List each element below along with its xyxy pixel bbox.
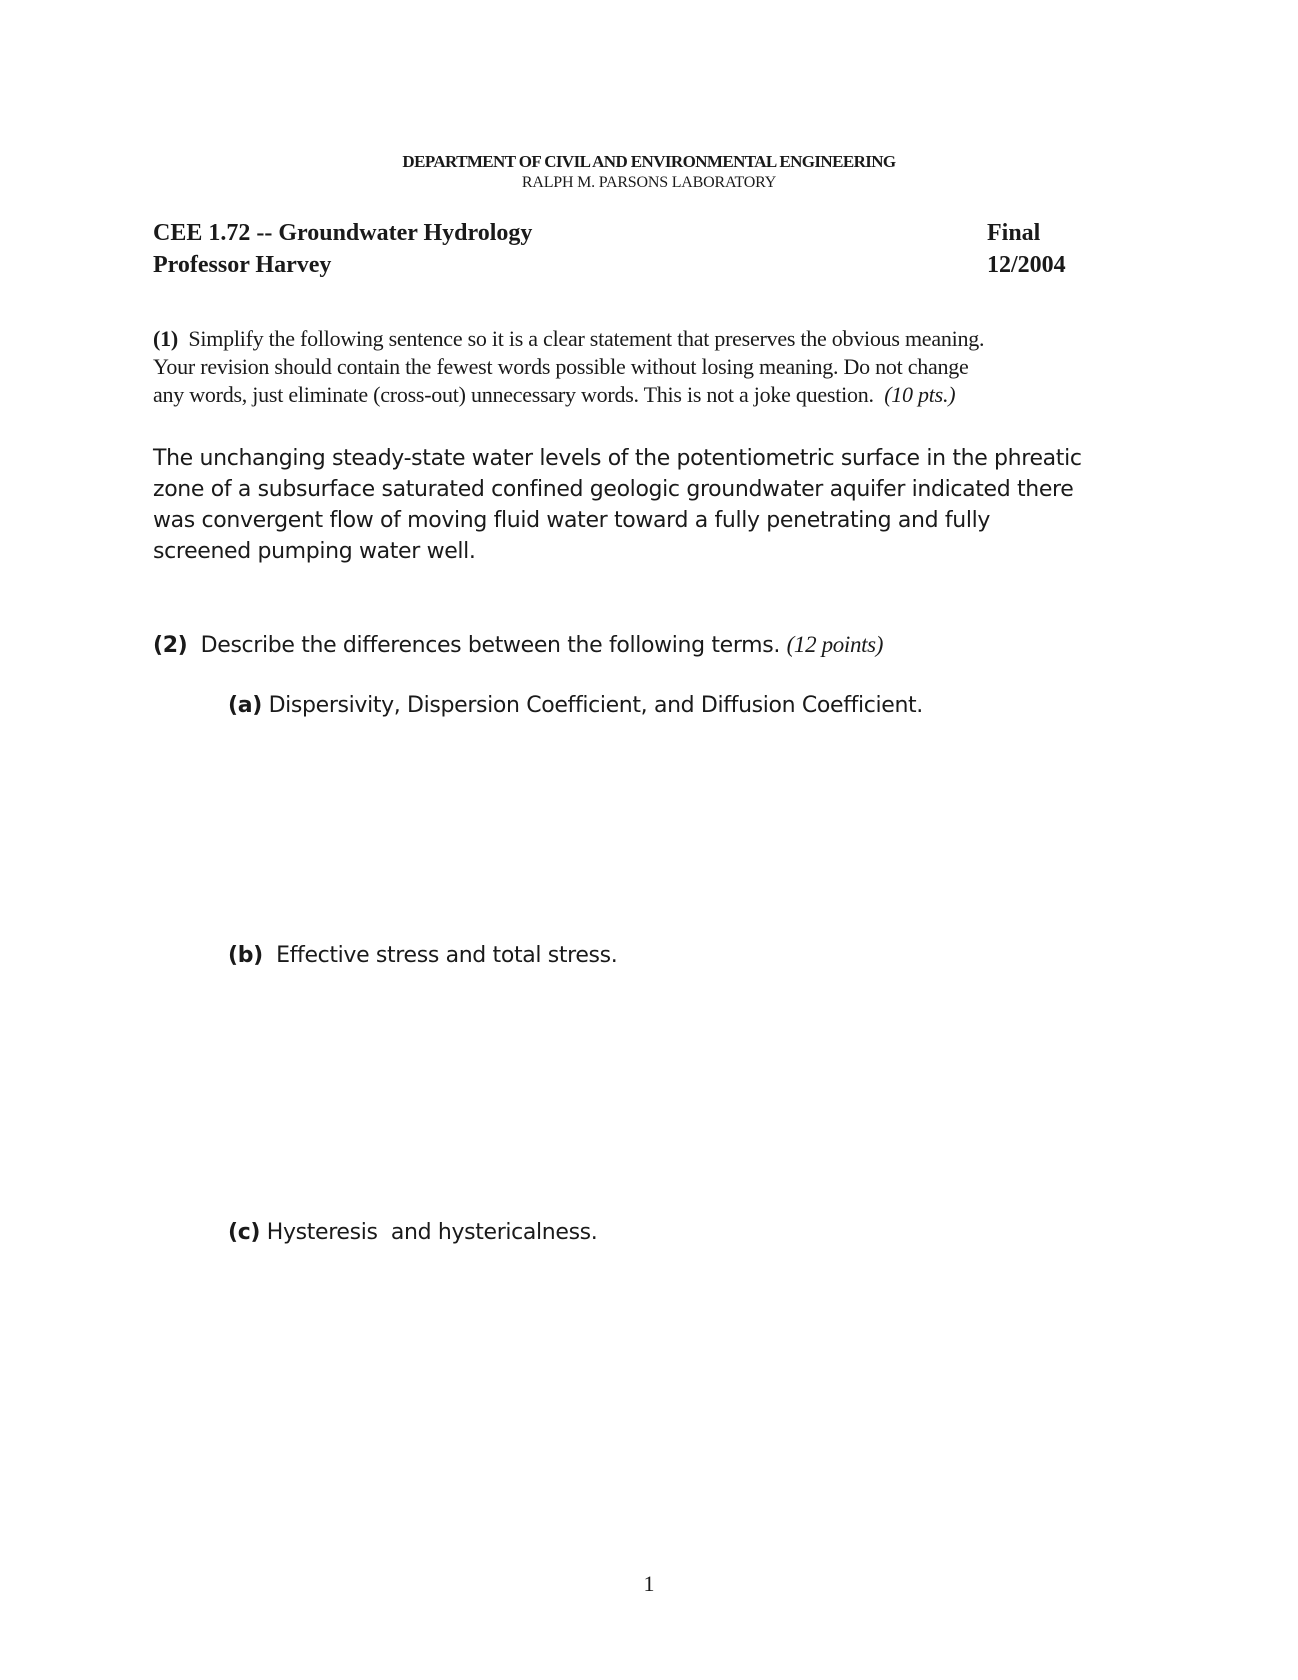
question-2-part-b bbox=[228, 941, 617, 971]
question-1-sentence bbox=[153, 443, 1153, 567]
question-1-points: (10 pts.) bbox=[884, 382, 956, 407]
question-2-prompt bbox=[153, 630, 883, 661]
exam-type: Final bbox=[987, 220, 1041, 246]
question-1-text-3: any words, just eliminate (cross-out) unnecessary words. This is not a joke question. bbox=[153, 382, 874, 407]
question-1-text-1: Simplify the following sentence so it is a clear statement that preserves the obvious meaning. bbox=[188, 326, 985, 351]
part-label: (b) bbox=[228, 943, 263, 968]
laboratory-heading: RALPH M. PARSONS LABORATORY bbox=[521, 174, 777, 191]
page-number: 1 bbox=[643, 1571, 655, 1596]
question-1-line-3 bbox=[153, 381, 1143, 409]
question-2-text: Describe the differences between the following terms. bbox=[200, 633, 780, 658]
question-1-line-1 bbox=[153, 325, 1143, 353]
question-2-points: (12 points) bbox=[786, 632, 884, 657]
question-1-line-2: Your revision should contain the fewest words possible without losing meaning. Do not change bbox=[153, 354, 969, 379]
part-text: Hysteresis and hystericalness. bbox=[266, 1220, 598, 1245]
department-heading: DEPARTMENT OF CIVIL AND ENVIRONMENTAL ENGINEERING bbox=[402, 152, 896, 171]
question-1-number: (1) bbox=[153, 326, 178, 351]
question-2-number: (2) bbox=[153, 633, 188, 658]
question-2-part-a bbox=[228, 691, 923, 721]
part-label: (a) bbox=[228, 693, 262, 718]
course-title: CEE 1.72 -- Groundwater Hydrology bbox=[153, 220, 533, 246]
part-label: (c) bbox=[228, 1220, 261, 1245]
question-1-instructions bbox=[153, 325, 1143, 409]
exam-date: 12/2004 bbox=[987, 252, 1066, 278]
sentence-line: screened pumping water well. bbox=[153, 539, 476, 564]
professor-name: Professor Harvey bbox=[153, 252, 332, 278]
part-text: Effective stress and total stress. bbox=[276, 943, 618, 968]
sentence-line: The unchanging steady-state water levels of the potentiometric surface in the phreatic bbox=[153, 446, 1082, 471]
sentence-line: was convergent flow of moving fluid water toward a fully penetrating and fully bbox=[153, 508, 991, 533]
sentence-line: zone of a subsurface saturated confined geologic groundwater aquifer indicated there bbox=[153, 477, 1074, 502]
part-text: Dispersivity, Dispersion Coefficient, and Diffusion Coefficient. bbox=[268, 693, 923, 718]
question-2-part-c bbox=[228, 1218, 597, 1248]
